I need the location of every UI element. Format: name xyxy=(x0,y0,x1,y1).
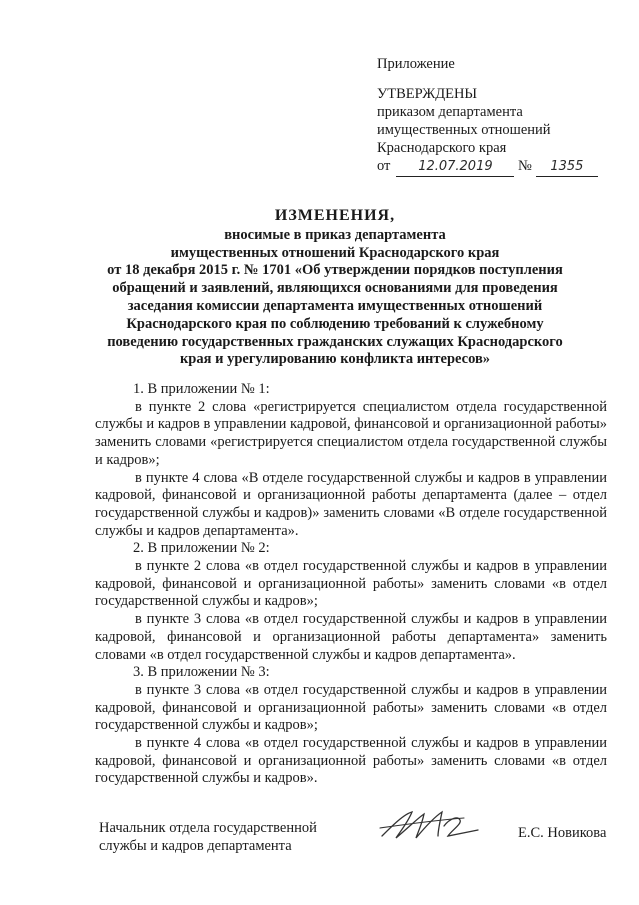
number-label: № xyxy=(518,158,532,174)
approved-label: УТВЕРЖДЕНЫ xyxy=(377,86,478,102)
signatory-name: Е.С. Новикова xyxy=(518,825,607,841)
handwritten-signature xyxy=(378,806,488,846)
paragraph: в пункте 4 слова «В отделе государственной службы и кадров в управлении кадровой, финансовой и организационной работы департамента (далее – отдел государственной службы и кадров)» заменить словами «В отделе государственной службы и кадров департамента». xyxy=(95,469,607,539)
position-line-2: службы и кадров департамента xyxy=(99,838,292,854)
approval-line-2: имущественных отношений xyxy=(377,122,551,138)
document-body xyxy=(95,381,607,788)
approval-line-1: приказом департамента xyxy=(377,104,523,120)
order-date: 12.07.2019 xyxy=(396,158,514,177)
paragraph: в пункте 4 слова «в отдел государственной службы и кадров в управлении кадровой, финансовой и организационной работы» заменить словами «в отдел государственной службы и кадров». xyxy=(95,735,607,787)
title-line: края и урегулированию конфликта интересов» xyxy=(179,351,491,368)
approval-date-line xyxy=(377,157,617,177)
appendix-label: Приложение xyxy=(377,56,455,72)
section-heading-3: 3. В приложении № 3: xyxy=(133,664,270,681)
order-number: 1355 xyxy=(536,158,598,177)
paragraph: в пункте 3 слова «в отдел государственной службы и кадров в управлении кадровой, финансовой и организационной работы департамента» заменить словами «в отдел государственной службы и кадров департамента». xyxy=(95,611,607,663)
paragraph: в пункте 3 слова «в отдел государственной службы и кадров в управлении кадровой, финансовой и организационной работы» заменить словами «в отдел государственной службы и кадров»; xyxy=(95,681,607,734)
title-heading: ИЗМЕНЕНИЯ, xyxy=(274,207,396,224)
approval-block xyxy=(377,55,617,177)
section-heading-2: 2. В приложении № 2: xyxy=(133,540,270,557)
position-line-1: Начальник отдела государственной xyxy=(99,820,317,836)
title-line: Краснодарского края по соблюдению требований к служебному xyxy=(126,315,544,332)
title-line: обращений и заявлений, являющихся основаниями для проведения xyxy=(112,280,558,297)
title-line: поведению государственных гражданских служащих Краснодарского xyxy=(107,333,563,350)
approval-line-3: Краснодарского края xyxy=(377,140,507,156)
title-line: имущественных отношений Краснодарского края xyxy=(170,244,500,261)
paragraph: в пункте 2 слова «регистрируется специалистом отдела государственной службы и кадров в управлении кадровой, финансовой и организационной работы» заменить словами «регистрируется специалистом отдела государственной службы и кадров»; xyxy=(95,398,607,468)
title-line: от 18 декабря 2015 г. № 1701 «Об утверждении порядков поступления xyxy=(107,262,563,279)
from-label: от xyxy=(377,158,391,174)
title-line: заседания комиссии департамента имущественных отношений xyxy=(127,297,543,314)
signatory-position xyxy=(99,819,379,855)
document-title xyxy=(80,207,590,369)
section-heading-1: 1. В приложении № 1: xyxy=(133,381,270,397)
paragraph: в пункте 2 слова «в отдел государственной службы и кадров в управлении кадровой, финансовой и организационной работы» заменить словами «в отдел государственной службы и кадров»; xyxy=(95,558,607,610)
title-line: вносимые в приказ департамента xyxy=(224,226,446,243)
